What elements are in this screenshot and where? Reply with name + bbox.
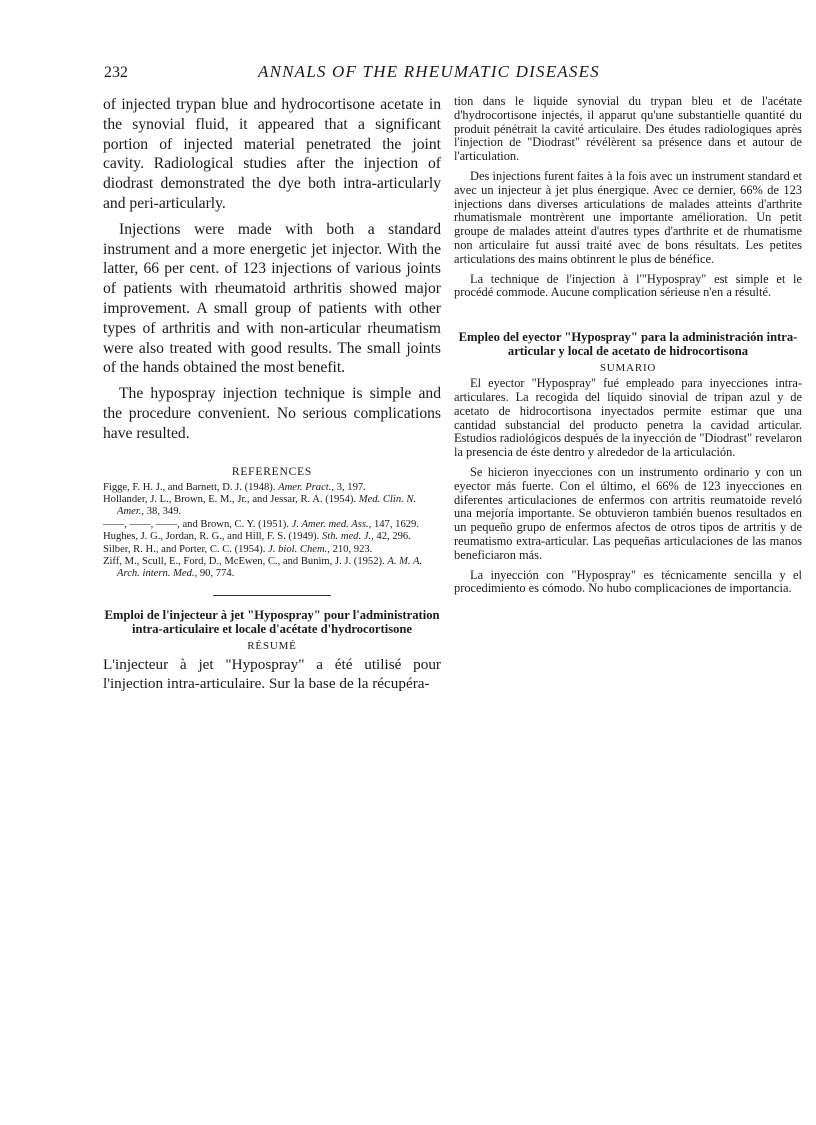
english-summary [103, 95, 441, 444]
spanish-paragraph: El eyector "Hypospray" fué empleado para inyecciones intra-articulares. La recogida del líquido sinovial de tripan azul y de acetato de hidrocortisona inyectados permite estimar que una cantidad substancial del producto penetra la cavidad articular. Estudios radiológicos después de la inyección de "Diodrast" revelaron la presencia de éste dentro y alrededor de la articulación. [454, 376, 803, 460]
spanish-summary [454, 330, 802, 596]
spanish-subtitle: SUMARIO [599, 362, 657, 375]
french-summary-continued [454, 95, 802, 300]
reference-item: Hughes, J. G., Jordan, R. G., and Hill, F. S. (1949). Sth. med. J., 42, 296. [103, 531, 411, 543]
french-paragraph: tion dans le liquide synovial du trypan bleu et de l'acétate d'hydrocortisone injectés, il apparut qu'une substantielle quantité du produit pénétrait la cavité articulaire. Des études radiologiques après l'injection de "Diodrast" révélèrent sa présence dans et autour de l'articulation. [454, 94, 802, 164]
spanish-paragraph: La inyección con "Hypospray" es técnicamente sencilla y el procedimiento es cómodo. No hubo complicaciones de importancia. [454, 567, 802, 596]
french-title: Emploi de l'injecteur à jet "Hypospray" pour l'administration intra-articulaire et locale d'acétate d'hydrocortisone [104, 607, 440, 636]
spanish-paragraph: Se hicieron inyecciones con un instrumento ordinario y con un eyector más fuerte. Con el último, el 66% de 123 inyecciones en diferentes articulaciones de enfermos con artritis reumatoide reveló una mejoría importante. Se obtuvieron también buenos resultados en un pequeño grupo de enfermos afectos de otros tipos de artritis y de reumatismo extra-articular. Las pequeñas articulaciones de las manos beneficiaron más. [454, 464, 802, 562]
reference-item: Ziff, M., Scull, E., Ford, D., McEwen, C., and Bunim, J. J. (1952). A. M. A. Arch. intern. Med., 90, 774. [103, 555, 423, 580]
spanish-title: Empleo del eyector "Hypospray" para la administración intra-articular y local de acetato de hidrocortisona [458, 330, 798, 359]
english-paragraph: The hypospray injection technique is simple and the procedure convenient. No serious complications have resulted. [103, 385, 441, 442]
page-number: 232 [104, 64, 128, 81]
right-column [454, 95, 802, 596]
french-paragraph: Des injections furent faites à la fois avec un instrument standard et avec un injecteur à jet plus énergique. Avec ce dernier, 66% de 123 injections dans diverses articulations de malades atteints d'arthrite rhumatismale montrèrent une importante amélioration. Un petit groupe de malades atteint d'autres types d'arthrite et de rhumatisme non articulaire fut aussi traité avec de bons résultats. Les petites articulations des mains obtinrent le plus de bénéfice. [454, 168, 802, 266]
reference-item: Hollander, J. L., Brown, E. M., Jr., and Jessar, R. A. (1954). Med. Clin. N. Amer., 38, 349. [103, 493, 417, 518]
references-heading: REFERENCES [231, 465, 313, 478]
french-summary-start [103, 608, 441, 693]
reference-item: Figge, F. H. J., and Barnett, D. J. (1948). Amer. Pract., 3, 197. [103, 481, 366, 493]
french-subtitle: RÉSUMÉ [247, 639, 297, 652]
references-list [103, 482, 441, 581]
reference-item: ——, ——, ——, and Brown, C. Y. (1951). J. Amer. med. Ass., 147, 1629. [103, 518, 419, 530]
english-paragraph: Injections were made with both a standard instrument and a more energetic jet injector. With the latter, 66 per cent. of 123 injections of various joints of patients with rheumatoid arthritis showed major improvement. A small group of patients with other types of arthritis and with non-articular rheumatism were also treated with good results. The small joints of the hands obtained the most benefit. [103, 220, 441, 377]
section-divider [213, 595, 331, 596]
french-paragraph: La technique de l'injection à l'"Hypospray" est simple et le procédé commode. Aucune complication sérieuse n'en a résulté. [454, 271, 802, 300]
french-paragraph: L'injecteur à jet "Hypospray" a été utilisé pour l'injection intra-articulaire. Sur la base de la récupéra- [103, 655, 441, 692]
left-column [103, 95, 441, 693]
reference-item: Silber, R. H., and Porter, C. C. (1954). J. biol. Chem., 210, 923. [103, 543, 373, 555]
english-paragraph: of injected trypan blue and hydrocortisone acetate in the synovial fluid, it appeared that a significant portion of injected material penetrated the joint cavity. Radiological studies after the injection of diodrast demonstrated the dye both intra-articularly and peri-articularly. [103, 96, 441, 212]
running-title: ANNALS OF THE RHEUMATIC DISEASES [258, 62, 600, 81]
